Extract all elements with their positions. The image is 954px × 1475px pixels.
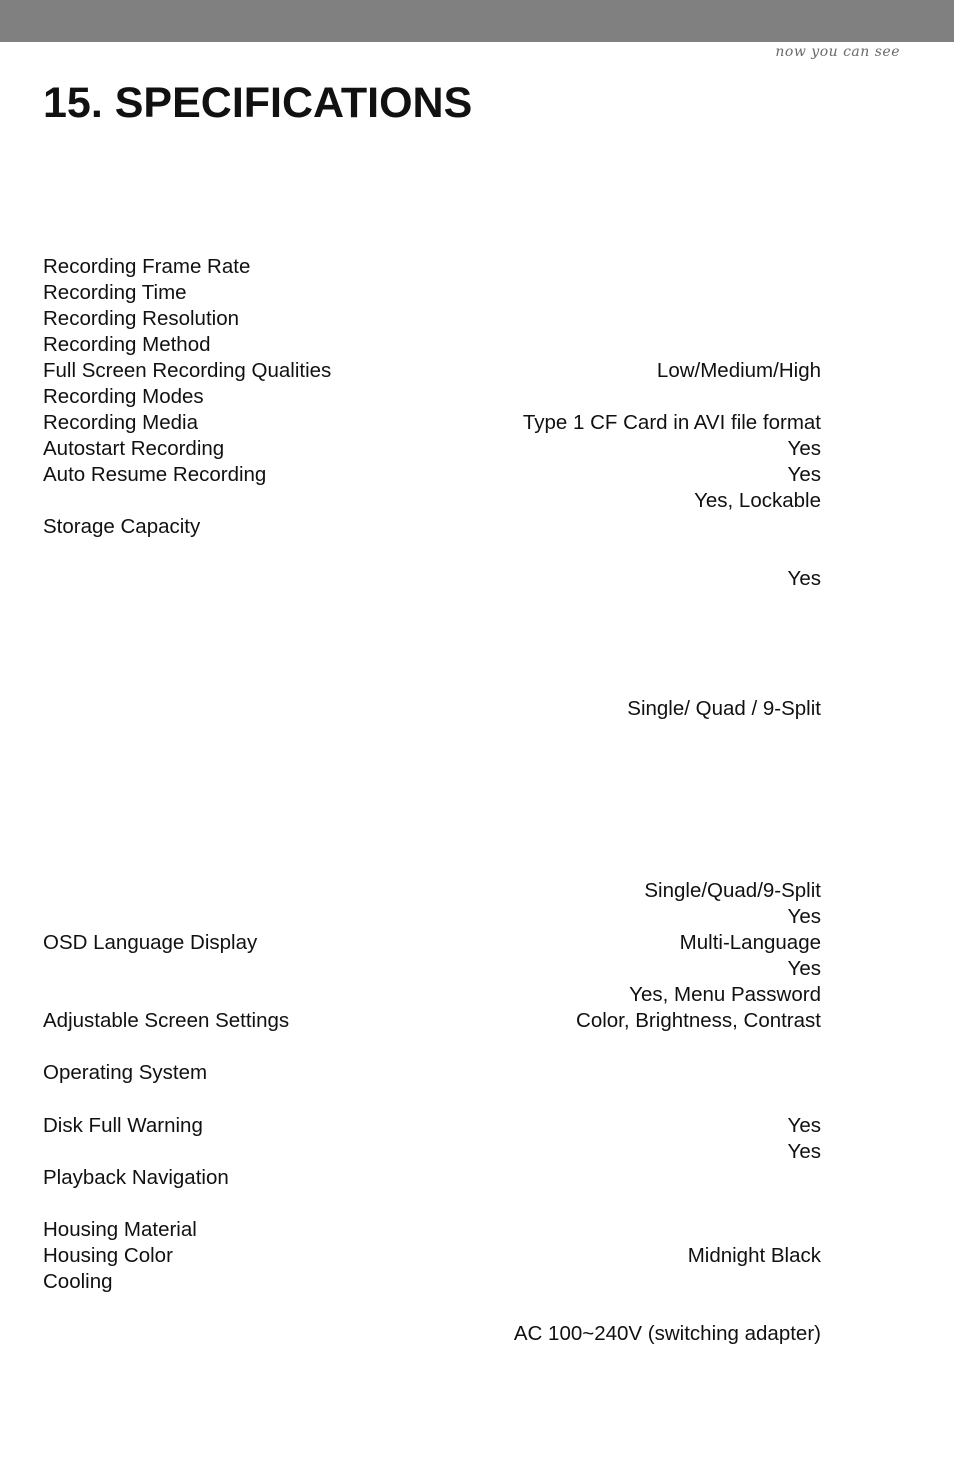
spec-label: Auto Resume Recording bbox=[43, 463, 267, 486]
spec-value: Multi-Language bbox=[679, 931, 821, 954]
header-bar bbox=[0, 0, 954, 42]
page-title: 15. SPECIFICATIONS bbox=[43, 79, 473, 127]
spec-value: Yes bbox=[787, 957, 821, 980]
spec-value: Midnight Black bbox=[687, 1244, 821, 1267]
spec-row bbox=[43, 1165, 821, 1191]
spec-value: AC 100~240V (switching adapter) bbox=[513, 1322, 821, 1345]
spec-row bbox=[43, 332, 821, 358]
spec-row bbox=[43, 1139, 821, 1165]
spec-value: Yes bbox=[787, 1114, 821, 1137]
spec-row bbox=[43, 878, 821, 904]
spec-row bbox=[43, 1217, 821, 1243]
spec-row bbox=[43, 514, 821, 540]
spec-label: Recording Time bbox=[43, 281, 187, 304]
spec-label: Recording Modes bbox=[43, 385, 204, 408]
spec-value: Type 1 CF Card in AVI file format bbox=[522, 411, 821, 434]
spec-row bbox=[43, 436, 821, 462]
spec-label: Disk Full Warning bbox=[43, 1114, 203, 1137]
spec-row bbox=[43, 904, 821, 930]
spec-row bbox=[43, 410, 821, 436]
spec-value: Yes bbox=[787, 567, 821, 590]
spec-value: Yes bbox=[787, 463, 821, 486]
spec-value: Yes bbox=[787, 905, 821, 928]
spec-value: Yes, Lockable bbox=[694, 489, 821, 512]
spec-label: Housing Material bbox=[43, 1218, 197, 1241]
spec-value: Yes bbox=[787, 1140, 821, 1163]
spec-label: Recording Media bbox=[43, 411, 198, 434]
spec-row bbox=[43, 1008, 821, 1034]
spec-row bbox=[43, 488, 821, 514]
spec-value: Yes bbox=[787, 437, 821, 460]
spec-label: Autostart Recording bbox=[43, 437, 225, 460]
spec-row bbox=[43, 306, 821, 332]
spec-value: Low/Medium/High bbox=[656, 359, 821, 382]
spec-row bbox=[43, 696, 821, 722]
spec-row bbox=[43, 1060, 821, 1086]
spec-row bbox=[43, 384, 821, 410]
spec-row bbox=[43, 254, 821, 280]
spec-label: Recording Resolution bbox=[43, 307, 240, 330]
spec-label: Housing Color bbox=[43, 1244, 173, 1267]
spec-label: Adjustable Screen Settings bbox=[43, 1009, 290, 1032]
spec-label: Cooling bbox=[43, 1270, 113, 1293]
spec-label: Recording Method bbox=[43, 333, 211, 356]
spec-label: Playback Navigation bbox=[43, 1166, 229, 1189]
spec-row bbox=[43, 358, 821, 384]
spec-row bbox=[43, 280, 821, 306]
spec-label: Storage Capacity bbox=[43, 515, 201, 538]
spec-row bbox=[43, 566, 821, 592]
spec-row bbox=[43, 930, 821, 956]
spec-row bbox=[43, 982, 821, 1008]
spec-label: Recording Frame Rate bbox=[43, 255, 251, 278]
spec-row bbox=[43, 1113, 821, 1139]
spec-value: Single/Quad/9-Split bbox=[644, 879, 821, 902]
spec-label: Operating System bbox=[43, 1061, 208, 1084]
spec-value: Yes, Menu Password bbox=[629, 983, 821, 1006]
spec-row bbox=[43, 462, 821, 488]
spec-row bbox=[43, 1269, 821, 1295]
spec-label: OSD Language Display bbox=[43, 931, 258, 954]
spec-row bbox=[43, 956, 821, 982]
spec-row bbox=[43, 1321, 821, 1347]
spec-row bbox=[43, 1243, 821, 1269]
spec-value: Color, Brightness, Contrast bbox=[576, 1009, 821, 1032]
spec-value: Single/ Quad / 9-Split bbox=[627, 697, 821, 720]
spec-label: Full Screen Recording Qualities bbox=[43, 359, 332, 382]
brand-tagline: now you can see bbox=[775, 44, 900, 60]
